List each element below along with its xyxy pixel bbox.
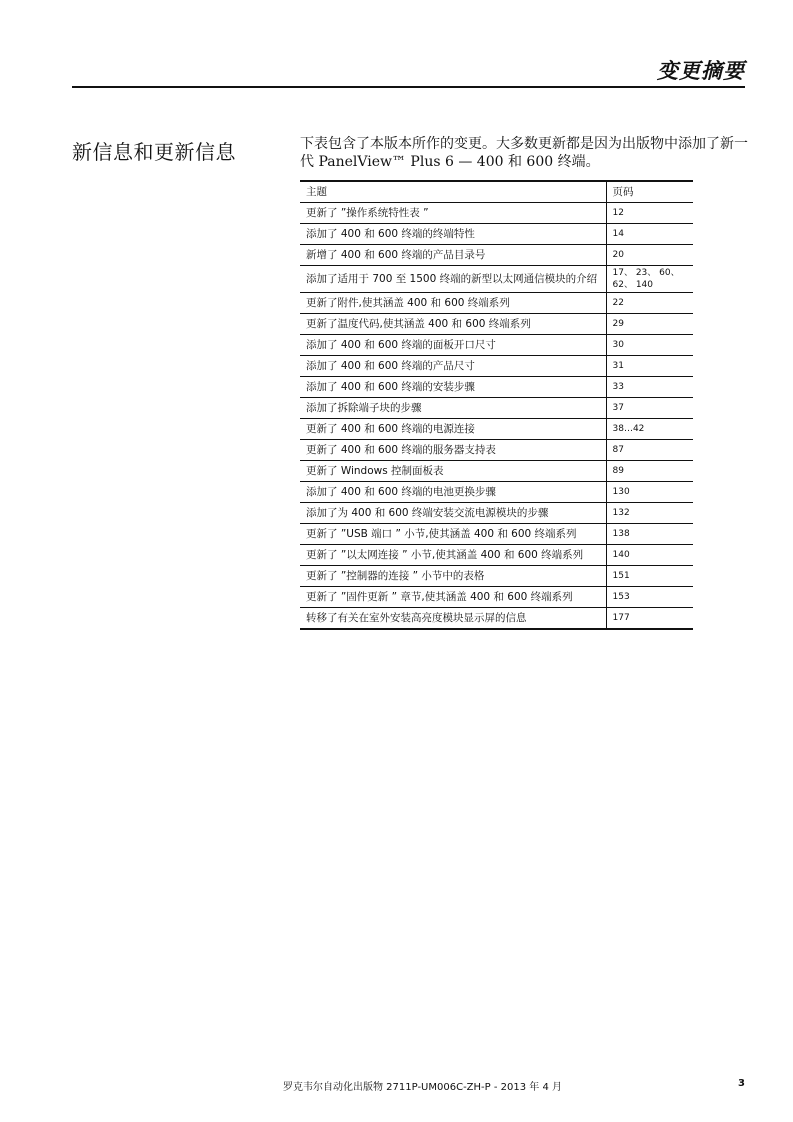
topic-cell: 添加了 400 和 600 终端的面板开口尺寸 [300,335,606,356]
table-row [300,377,693,398]
table-row [300,356,693,377]
table-row [300,398,693,419]
topic-cell: 更新了 ”以太网连接 ” 小节,使其涵盖 400 和 600 终端系列 [300,545,606,566]
table-row [300,266,693,293]
intro-paragraph: 下表包含了本版本所作的变更。大多数更新都是因为出版物中添加了新一代 PanelView™ Plus 6 — 400 和 600 终端。 [300,136,748,170]
topic-cell: 添加了 400 和 600 终端的电池更换步骤 [300,482,606,503]
table-row [300,608,693,630]
page-cell: 14 [606,224,693,245]
page-cell: 89 [606,461,693,482]
page-cell: 37 [606,398,693,419]
topic-cell: 新增了 400 和 600 终端的产品目录号 [300,245,606,266]
page-cell: 130 [606,482,693,503]
changes-table [300,180,693,630]
topic-cell: 更新了 ”固件更新 ” 章节,使其涵盖 400 和 600 终端系列 [300,587,606,608]
table-row [300,503,693,524]
page-cell: 22 [606,293,693,314]
page-cell: 87 [606,440,693,461]
page-cell: 177 [606,608,693,630]
footer-page-number: 3 [738,1078,745,1089]
table-row [300,440,693,461]
page-cell: 138 [606,524,693,545]
table-row [300,524,693,545]
topic-cell: 更新了 ”控制器的连接 ” 小节中的表格 [300,566,606,587]
page-cell: 12 [606,203,693,224]
table-row [300,461,693,482]
page-cell: 153 [606,587,693,608]
page-cell: 20 [606,245,693,266]
table-row [300,203,693,224]
topic-cell: 添加了适用于 700 至 1500 终端的新型以太网通信模块的介绍 [300,266,606,293]
page-cell: 140 [606,545,693,566]
table-row [300,335,693,356]
table-row [300,545,693,566]
page-cell: 151 [606,566,693,587]
table-row [300,587,693,608]
section-heading: 新信息和更新信息 [72,140,236,164]
topic-cell: 添加了为 400 和 600 终端安装交流电源模块的步骤 [300,503,606,524]
table-row [300,314,693,335]
page-header-title: 变更摘要 [657,59,745,83]
table-row [300,224,693,245]
table-row [300,245,693,266]
page-cell: 29 [606,314,693,335]
topic-cell: 添加了拆除端子块的步骤 [300,398,606,419]
topic-cell: 添加了 400 和 600 终端的终端特性 [300,224,606,245]
topic-cell: 更新了 ”USB 端口 ” 小节,使其涵盖 400 和 600 终端系列 [300,524,606,545]
footer-publication: 罗克韦尔自动化出版物 2711P-UM006C-ZH-P - 2013 年 4 月 [283,1082,562,1093]
page-cell: 38…42 [606,419,693,440]
page-cell: 31 [606,356,693,377]
topic-header: 主题 [300,181,606,203]
table-row [300,419,693,440]
topic-cell: 更新了 400 和 600 终端的电源连接 [300,419,606,440]
topic-cell: 更新了 ”操作系统特性表 ” [300,203,606,224]
header-rule [72,86,745,88]
table-row [300,482,693,503]
table-row [300,293,693,314]
page-cell: 17、 23、 60、 62、 140 [606,266,693,293]
table-header-row [300,181,693,203]
topic-cell: 转移了有关在室外安装高亮度模块显示屏的信息 [300,608,606,630]
topic-cell: 更新了 Windows 控制面板表 [300,461,606,482]
table-row [300,566,693,587]
topic-cell: 更新了附件,使其涵盖 400 和 600 终端系列 [300,293,606,314]
topic-cell: 添加了 400 和 600 终端的安装步骤 [300,377,606,398]
topic-cell: 更新了 400 和 600 终端的服务器支持表 [300,440,606,461]
page-header: 页码 [606,181,693,203]
page-cell: 33 [606,377,693,398]
topic-cell: 更新了温度代码,使其涵盖 400 和 600 终端系列 [300,314,606,335]
page-cell: 132 [606,503,693,524]
topic-cell: 添加了 400 和 600 终端的产品尺寸 [300,356,606,377]
page-cell: 30 [606,335,693,356]
